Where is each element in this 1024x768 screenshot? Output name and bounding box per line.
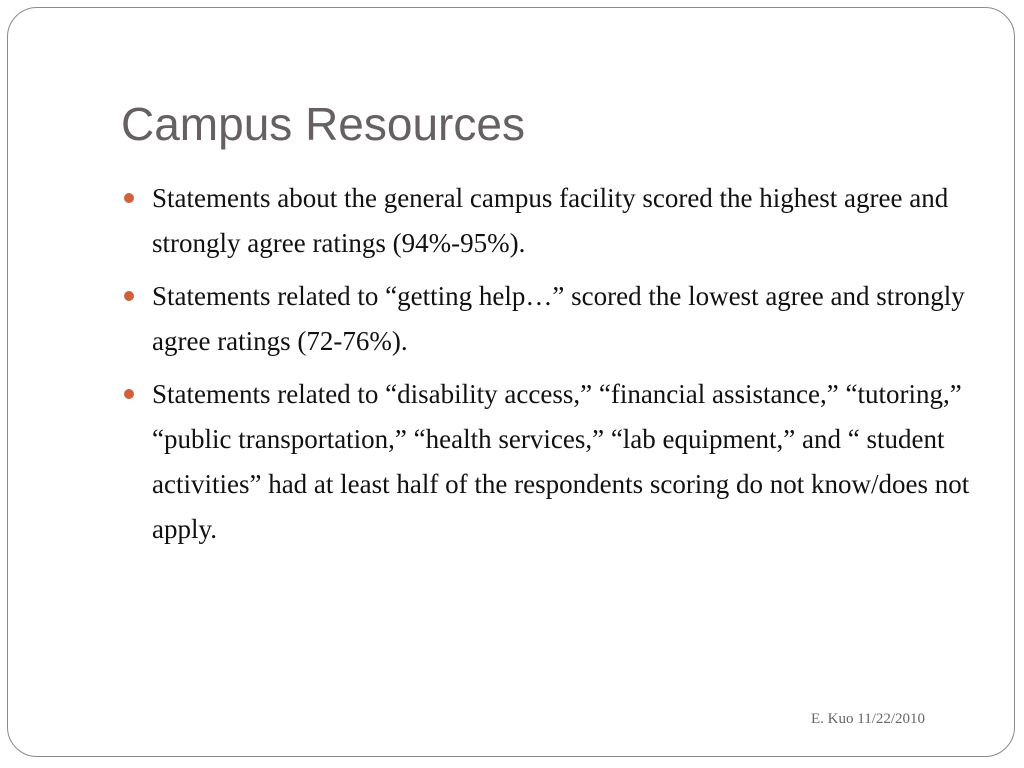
bullet-text: Statements related to “disability access,” “financial assistance,” “tutoring,” “public transportation,” “health services,” “lab equipment,” and “ student activities” had at least half of the respondents scoring do not know/does not apply.	[152, 379, 970, 544]
slide-title: Campus Resources	[121, 98, 525, 150]
bullet-dot-icon	[124, 193, 134, 203]
bullet-text: Statements about the general campus facility scored the highest agree and strongly agree ratings (94%-95%).	[152, 183, 949, 258]
slide-footer: E. Kuo 11/22/2010	[811, 711, 926, 727]
bullet-list	[121, 176, 981, 560]
bullet-item	[121, 274, 981, 364]
slide-frame	[7, 7, 1015, 757]
bullet-dot-icon	[124, 291, 134, 301]
bullet-item	[121, 176, 981, 266]
bullet-item	[121, 372, 981, 552]
bullet-dot-icon	[124, 389, 134, 399]
bullet-text: Statements related to “getting help…” scored the lowest agree and strongly agree ratings (72-76%).	[152, 281, 965, 356]
